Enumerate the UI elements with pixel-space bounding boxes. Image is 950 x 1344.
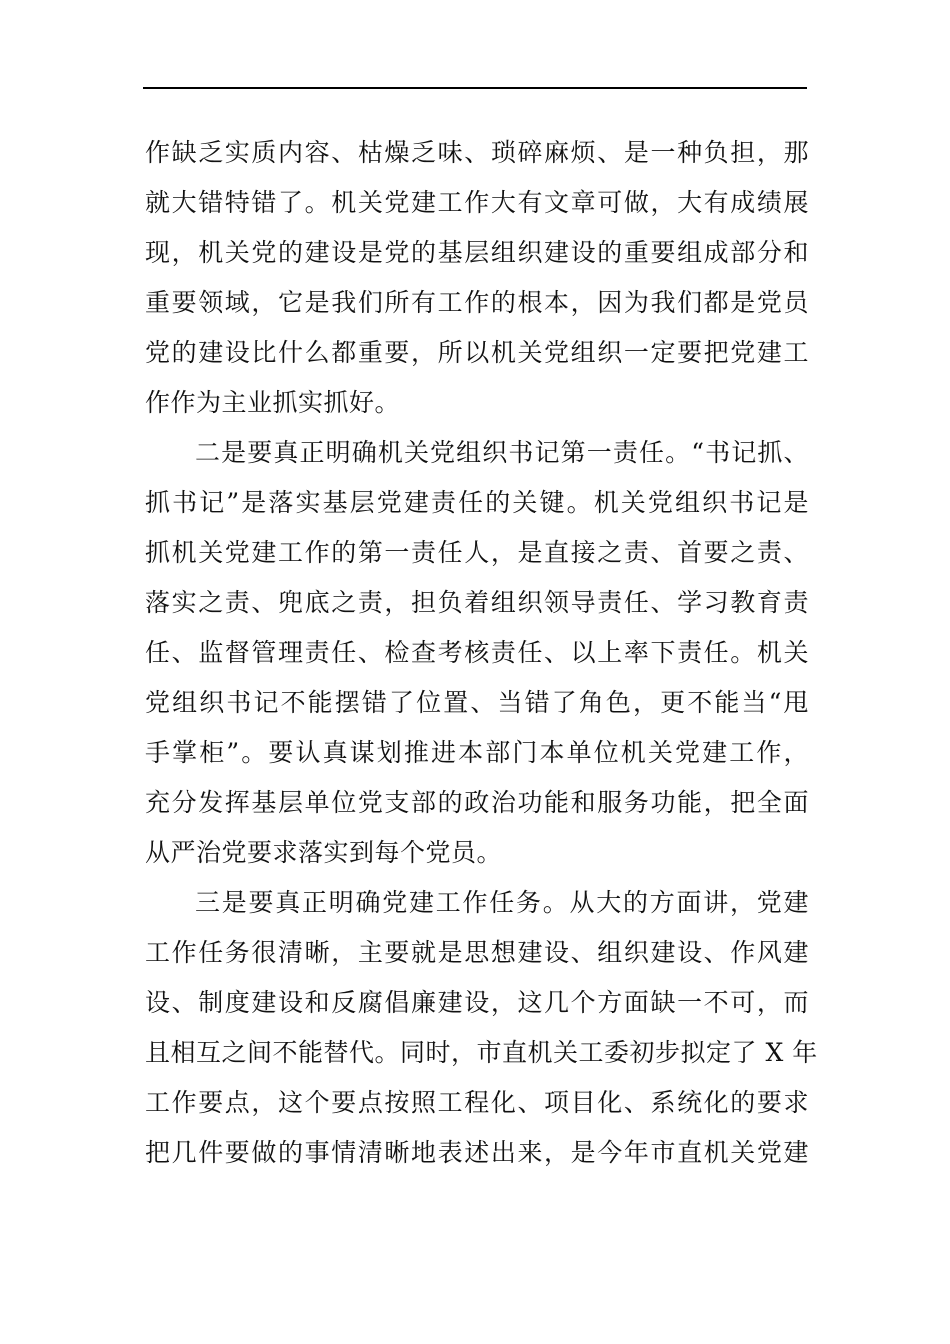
text-line: 工作任务很清晰，主要就是思想建设、组织建设、作风建 xyxy=(145,938,809,967)
text-line: 重要领域，它是我们所有工作的根本，因为我们都是党员 xyxy=(145,288,809,317)
text-line: 任、监督管理责任、检查考核责任、以上率下责任。机关 xyxy=(145,638,809,667)
text-line: 工作要点，这个要点按照工程化、项目化、系统化的要求 xyxy=(145,1088,809,1117)
text-line: 党的建设比什么都重要，所以机关党组织一定要把党建工 xyxy=(145,338,809,367)
text-line: 设、制度建设和反腐倡廉建设，这几个方面缺一不可，而 xyxy=(145,988,809,1017)
text-line: 抓书记”是落实基层党建责任的关键。机关党组织书记是 xyxy=(145,488,809,517)
text-line: 作作为主业抓实抓好。 xyxy=(145,388,401,417)
text-line: 落实之责、兜底之责，担负着组织领导责任、学习教育责 xyxy=(145,588,809,617)
paragraph-3 xyxy=(145,878,818,1178)
paragraph-2 xyxy=(145,428,809,878)
text-line: 党组织书记不能摆错了位置、当错了角色，更不能当“甩 xyxy=(145,688,809,717)
text-line: 从严治党要求落实到每个党员。 xyxy=(145,838,503,867)
paragraph-1 xyxy=(145,128,809,428)
text-line: 就大错特错了。机关党建工作大有文章可做，大有成绩展 xyxy=(145,188,809,217)
text-line: 现，机关党的建设是党的基层组织建设的重要组成部分和 xyxy=(145,238,809,267)
header-rule xyxy=(143,87,807,89)
text-line: 把几件要做的事情清晰地表述出来，是今年市直机关党建 xyxy=(145,1138,809,1167)
text-line: 二是要真正明确机关党组织书记第一责任。“书记抓、 xyxy=(195,438,809,467)
text-line: 作缺乏实质内容、枯燥乏味、琐碎麻烦、是一种负担，那 xyxy=(145,138,809,167)
body-text xyxy=(145,128,818,1178)
text-line: 抓机关党建工作的第一责任人，是直接之责、首要之责、 xyxy=(145,538,809,567)
text-line: 手掌柜”。要认真谋划推进本部门本单位机关党建工作， xyxy=(145,738,809,767)
text-line: 充分发挥基层单位党支部的政治功能和服务功能，把全面 xyxy=(145,788,809,817)
text-line: 且相互之间不能替代。同时，市直机关工委初步拟定了 X 年 xyxy=(145,1038,818,1067)
text-line: 三是要真正明确党建工作任务。从大的方面讲，党建 xyxy=(195,888,809,917)
